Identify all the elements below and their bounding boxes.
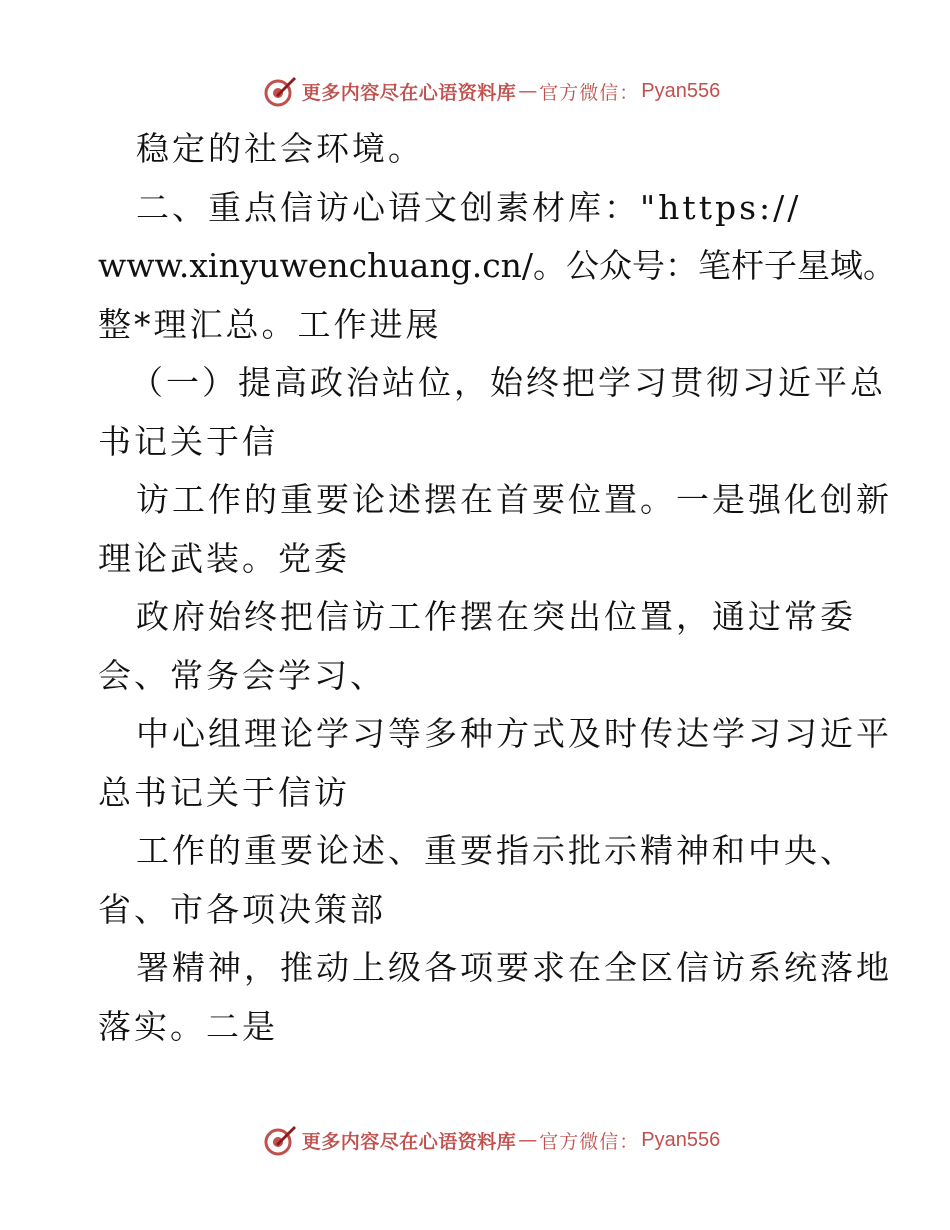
body-line: （一）提高政治站位，始终把学习贯彻习近平总	[130, 363, 886, 402]
body-line: 书记关于信	[98, 421, 278, 461]
watermark-separator: —	[518, 80, 538, 102]
quill-logo-icon	[262, 1122, 298, 1158]
watermark-wechat-id: Pyan556	[641, 79, 721, 102]
body-line: 理论武装。党委	[98, 538, 350, 578]
body-line: 工作的重要论述、重要指示批示精神和中央、	[136, 831, 856, 870]
watermark-brand: 更多内容尽在心语资料库	[301, 1130, 517, 1153]
watermark-wechat-label: 官方微信：	[539, 81, 640, 104]
body-line: 稳定的社会环境。	[136, 129, 424, 168]
header-watermark	[0, 71, 950, 111]
body-line: 省、市各项决策部	[98, 889, 386, 929]
body-line: 访工作的重要论述摆在首要位置。一是强化创新	[136, 480, 892, 519]
watermark-brand: 更多内容尽在心语资料库	[301, 81, 517, 104]
quill-logo-icon	[262, 73, 298, 109]
body-line: 署精神，推动上级各项要求在全区信访系统落地	[136, 948, 892, 987]
body-line: 落实。二是	[98, 1006, 278, 1046]
watermark-wechat-label: 官方微信：	[539, 1130, 640, 1153]
body-line: 整*理汇总。工作进展	[98, 304, 442, 344]
body-line: 二、重点信访心语文创素材库："https://	[136, 187, 802, 227]
body-line: www.xinyuwenchuang.cn/。公众号：笔杆子星域。	[98, 246, 897, 285]
body-line: 政府始终把信访工作摆在突出位置，通过常委	[136, 597, 856, 636]
document-body	[98, 120, 897, 1056]
body-line: 中心组理论学习等多种方式及时传达学习习近平	[136, 714, 892, 753]
watermark-separator: —	[518, 1129, 538, 1151]
watermark-wechat-id: Pyan556	[641, 1128, 721, 1151]
footer-watermark	[0, 1120, 950, 1160]
body-line: 总书记关于信访	[98, 772, 350, 812]
body-line: 会、常务会学习、	[98, 655, 386, 695]
